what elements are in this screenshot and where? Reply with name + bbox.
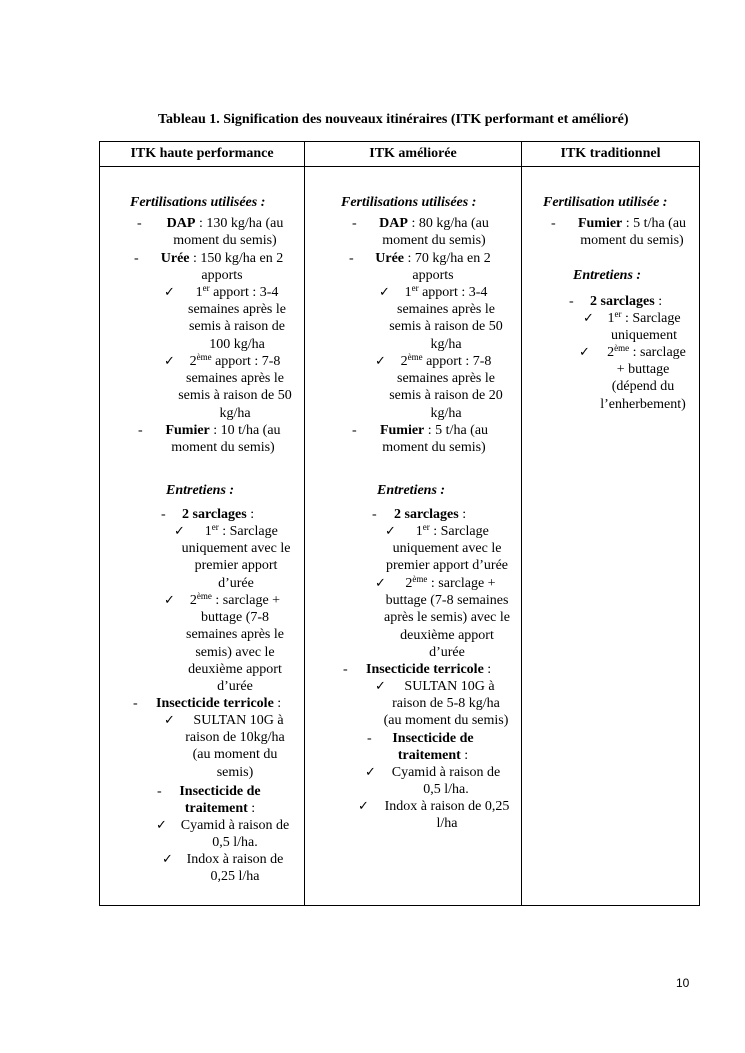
dash-bullet: - — [137, 216, 142, 231]
indox-item: Indox à raison de 0,25 l/ha — [384, 799, 510, 832]
dash-bullet: - — [372, 507, 377, 522]
check-icon: ✓ — [164, 593, 175, 608]
check-icon: ✓ — [164, 354, 175, 369]
dash-bullet: - — [161, 507, 166, 522]
first-application: 1er apport : 3-4 semaines après le semis à raison de 50 kg/ha — [389, 283, 503, 352]
fertilisation-title: Fertilisations utilisées : — [130, 195, 266, 210]
dap-item: DAP : 80 kg/ha (au moment du semis) — [379, 216, 489, 249]
sarclages-item: 2 sarclages : — [182, 507, 255, 522]
sarclages-item: 2 sarclages : — [590, 294, 663, 309]
sultan-item: SULTAN 10G à raison de 5-8 kg/ha (au moment du semis) — [383, 679, 509, 729]
dash-bullet: - — [134, 251, 139, 266]
first-sarclage: 1er : Sarclage uniquement avec le premier apport d’urée — [181, 522, 291, 591]
second-sarclage: 2ème : sarclage + buttage (7-8 semaines après le semis) avec le deuxième apport d’urée — [186, 591, 284, 695]
table-body-row — [100, 167, 700, 906]
check-icon: ✓ — [375, 576, 386, 591]
cell-itk-haute-performance — [100, 167, 305, 906]
check-icon: ✓ — [385, 524, 396, 539]
second-application: 2ème apport : 7-8 semaines après le semis à raison de 20 kg/ha — [389, 352, 503, 421]
cell-itk-amelioree — [305, 167, 522, 906]
indox-item: Indox à raison de 0,25 l/ha — [186, 852, 284, 885]
check-icon: ✓ — [358, 799, 369, 814]
check-icon: ✓ — [162, 852, 173, 867]
insecticide-terricole-item: Insecticide terricole : — [366, 662, 492, 677]
check-icon: ✓ — [579, 345, 590, 360]
check-icon: ✓ — [379, 285, 390, 300]
entretiens-title: Entretiens : — [377, 483, 446, 498]
dash-bullet: - — [138, 423, 143, 438]
first-sarclage: 1er : Sarclage uniquement avec le premier apport d’urée — [385, 522, 509, 574]
dash-bullet: - — [349, 251, 354, 266]
entretiens-title: Entretiens : — [166, 483, 235, 498]
dash-bullet: - — [352, 423, 357, 438]
dash-bullet: - — [343, 662, 348, 677]
dash-bullet: - — [352, 216, 357, 231]
dash-bullet: - — [157, 784, 162, 799]
check-icon: ✓ — [164, 713, 175, 728]
fumier-item: Fumier : 10 t/ha (au moment du semis) — [165, 423, 281, 456]
dash-bullet: - — [133, 696, 138, 711]
insecticide-terricole-item: Insecticide terricole : — [156, 696, 282, 711]
itk-table — [99, 141, 700, 906]
check-icon: ✓ — [375, 679, 386, 694]
header-itk-traditionnel: ITK traditionnel — [522, 142, 700, 167]
fertilisation-title: Fertilisations utilisées : — [341, 195, 477, 210]
dash-bullet: - — [569, 294, 574, 309]
insecticide-traitement-item: Insecticide de traitement : — [392, 731, 474, 764]
check-icon: ✓ — [164, 285, 175, 300]
fumier-item: Fumier : 5 t/ha (au moment du semis) — [577, 216, 687, 249]
uree-item: Urée : 150 kg/ha en 2 apports — [160, 251, 284, 284]
second-application: 2ème apport : 7-8 semaines après le semis à raison de 50 kg/ha — [178, 352, 292, 421]
dap-item: DAP : 130 kg/ha (au moment du semis) — [166, 216, 284, 249]
table-caption: Tableau 1. Signification des nouveaux itinéraires (ITK performant et amélioré) — [158, 112, 629, 127]
check-icon: ✓ — [365, 765, 376, 780]
cell-itk-traditionnel — [522, 167, 700, 906]
insecticide-traitement-item: Insecticide de traitement : — [179, 784, 261, 817]
dash-bullet: - — [367, 731, 372, 746]
table-header-row — [100, 142, 700, 167]
page-number: 10 — [676, 976, 690, 990]
header-itk-amelioree: ITK améliorée — [305, 142, 522, 167]
fertilisation-title: Fertilisation utilisée : — [543, 195, 668, 210]
check-icon: ✓ — [156, 818, 167, 833]
uree-item: Urée : 70 kg/ha en 2 apports — [375, 251, 491, 284]
check-icon: ✓ — [174, 524, 185, 539]
header-itk-haute-performance: ITK haute performance — [100, 142, 305, 167]
check-icon: ✓ — [375, 354, 386, 369]
first-sarclage: 1er : Sarclage uniquement — [607, 309, 681, 344]
cyamid-item: Cyamid à raison de 0,5 l/ha. — [180, 818, 290, 851]
sarclages-item: 2 sarclages : — [394, 507, 467, 522]
first-application: 1er apport : 3-4 semaines après le semis à raison de 100 kg/ha — [188, 283, 286, 352]
second-sarclage: 2ème : sarclage + buttage (dépend du l’enherbement) — [600, 343, 686, 412]
second-sarclage: 2ème : sarclage + buttage (7-8 semaines après le semis) avec le deuxième apport d’urée — [384, 574, 510, 660]
check-icon: ✓ — [583, 311, 594, 326]
sultan-item: SULTAN 10G à raison de 10kg/ha (au moment du semis) — [185, 713, 285, 780]
dash-bullet: - — [551, 216, 556, 231]
fumier-item: Fumier : 5 t/ha (au moment du semis) — [379, 423, 489, 456]
entretiens-title: Entretiens : — [573, 268, 642, 283]
cyamid-item: Cyamid à raison de 0,5 l/ha. — [391, 765, 501, 798]
